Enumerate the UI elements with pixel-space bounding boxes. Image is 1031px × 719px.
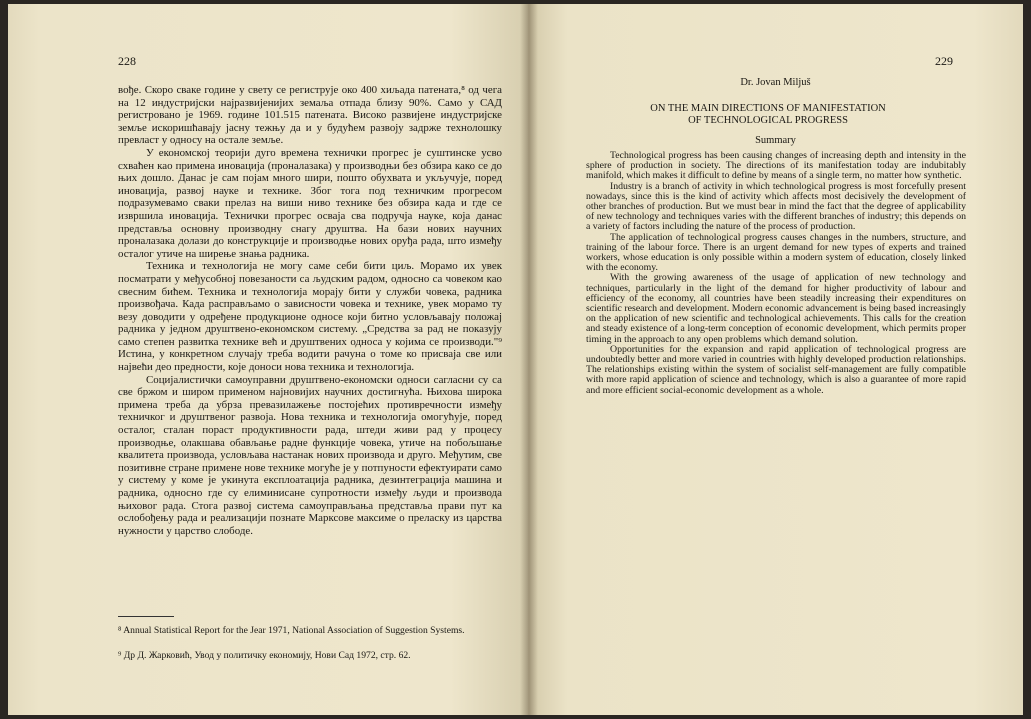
article-title xyxy=(558,103,978,127)
paragraph: Социјалистички самоуправни друштвено-економски односи сагласни су са све бржом и широм применом најновијих научних достигнућа. Њихова широка примена треба да убрза превазилажење постојећих противречности између техничког и друштвеног развоја. Нова техника и технологија омогућује, поред осталог, сталан пораст продуктивности рада, штеди живи рад у процесу производње, олакшава обављање радне функције човека, утиче на побољшање квалитета производа, условљава настанак нових производа и друго. Међутим, све позитивне стране примене нове технике могуће је у потпуности ефектуирати само у систему у коме је укинута експлоатација радника, дезинтеграција машина и радника, односно где су елиминисане супротности између људи и производа њиховог рада. Стога развој система самоуправљања представља прави пут ка ослобођењу рада и реализацији познате Марксове максиме о преласку из царства нужности у царство слободе. xyxy=(118,373,502,537)
paragraph: Техника и технологија не могу саме себи бити циљ. Морамо их увек посматрати у међусобној повезаности са људским радом, односно са човеком као свесним бићем. Техника и технологија морају бити у служби човека, радника произвођача. Када расправљамо о зависности човека и технике, увек морамо ту везу доводити у одређене продукционе односе који битно условљавају положај радника у једном друштвено-економском систему. „Средства за рад не показују само степен развитка технике већ и друштвених односа у којима се производи."⁹ Истина, у конкретном случају треба водити рачуна о томе ко присваја све или највећи део предности, које доноси нова техника и технологија. xyxy=(118,260,502,374)
title-line: OF TECHNOLOGICAL PROGRESS xyxy=(688,115,848,126)
book-gutter xyxy=(520,4,538,715)
footnote-divider xyxy=(118,616,174,617)
paragraph: Opportunities for the expansion and rapid application of technological progress are undoubtedly better and more varied in countries with highly developed production relationships. The relationships existing within the system of socialist self-management are fully compatible with more rapid application of science and technology, which is also a guarantee of more rapid and more efficient social-economic development as a whole. xyxy=(586,343,966,396)
page-number: 229 xyxy=(935,54,953,68)
right-page xyxy=(528,4,1023,715)
body-text xyxy=(118,84,502,537)
paragraph: The application of technological progress causes changes in the numbers, structure, and training of the labour force. There is an urgent demand for new types of experts and trained workers, whose education is only possible within a modern system of education, closely linked with the economy. xyxy=(586,231,966,274)
author-name: Dr. Jovan Miljuš xyxy=(740,77,811,88)
summary-heading: Summary xyxy=(755,135,796,146)
title-line: ON THE MAIN DIRECTIONS OF MANIFESTATION xyxy=(650,103,886,114)
paragraph: вође. Скоро сваке године у свету се региструје око 400 хиљада патената,⁸ од чега на 12 индустријски најразвијенијих земаља отпада близу 90%. Само у САД регистровано је 1969. године 101.515 патената. Високо развијене индустријске земље искоришћавају јасну тежњу да и у будућем развоју задрже технолошку превласт у односу на остале земље. xyxy=(118,84,502,147)
summary-text xyxy=(586,151,966,396)
footnote: ⁹ Др Д. Жарковић, Увод у политичку економију, Нови Сад 1972, стр. 62. xyxy=(118,650,411,661)
paragraph: У економској теорији дуго времена технички прогрес је суштинске усво схваћен као примена иновација (проналазака) у производњи без обзира како се до њих дошло. Данас је сам појам много шири, пошто обухвата и укључује, поред иновација, развој науке и технике. Због тога под техничким прогресом подразумевамо сваки прелаз на виши ниво технике без обзира када и где се извршила иновација. Технички прогрес осваја сва подручја науке, која данас представља основну производну снагу друштва. На бази нових научних проналазака долази до конструкције и производње нових оруђа рада, што између осталог утиче на ширење знања радника. xyxy=(118,146,502,260)
paragraph: With the growing awareness of the usage of application of new technology and techniques, particularly in the light of the demand for higher productivity of labour and efficiency of the economy, all countries have been steadily increasing their expenditures on scientific research and development. Modern economic advancement is being based increasingly on the application of new scientific and technological achievements. This calls for the creation and steady existence of a long-term conception of economic development, which permits proper timing in the approach to any open problems which demand solution. xyxy=(586,272,966,345)
book-spread xyxy=(8,4,1023,715)
left-page xyxy=(8,4,528,715)
paragraph: Industry is a branch of activity in which technological progress is most forcefully present nowadays, since this is the kind of activity which affects most decisively the development of other branches of production. But we must bear in mind the fact that the degree of applicability of new technology and techniques varies with the different branches of industry; this depends on a variety of factors including the nature of the process of production. xyxy=(586,180,966,233)
footnote: ⁸ Annual Statistical Report for the Jear 1971, National Association of Suggestion Systems. xyxy=(118,625,465,636)
page-number: 228 xyxy=(118,54,136,68)
paragraph: Technological progress has been causing changes of increasing depth and intensity in the sphere of production in society. The directions of its manifestation today are indubitably manifold, which makes it difficult to define by means of a single term, no matter how synthetic. xyxy=(586,150,966,182)
